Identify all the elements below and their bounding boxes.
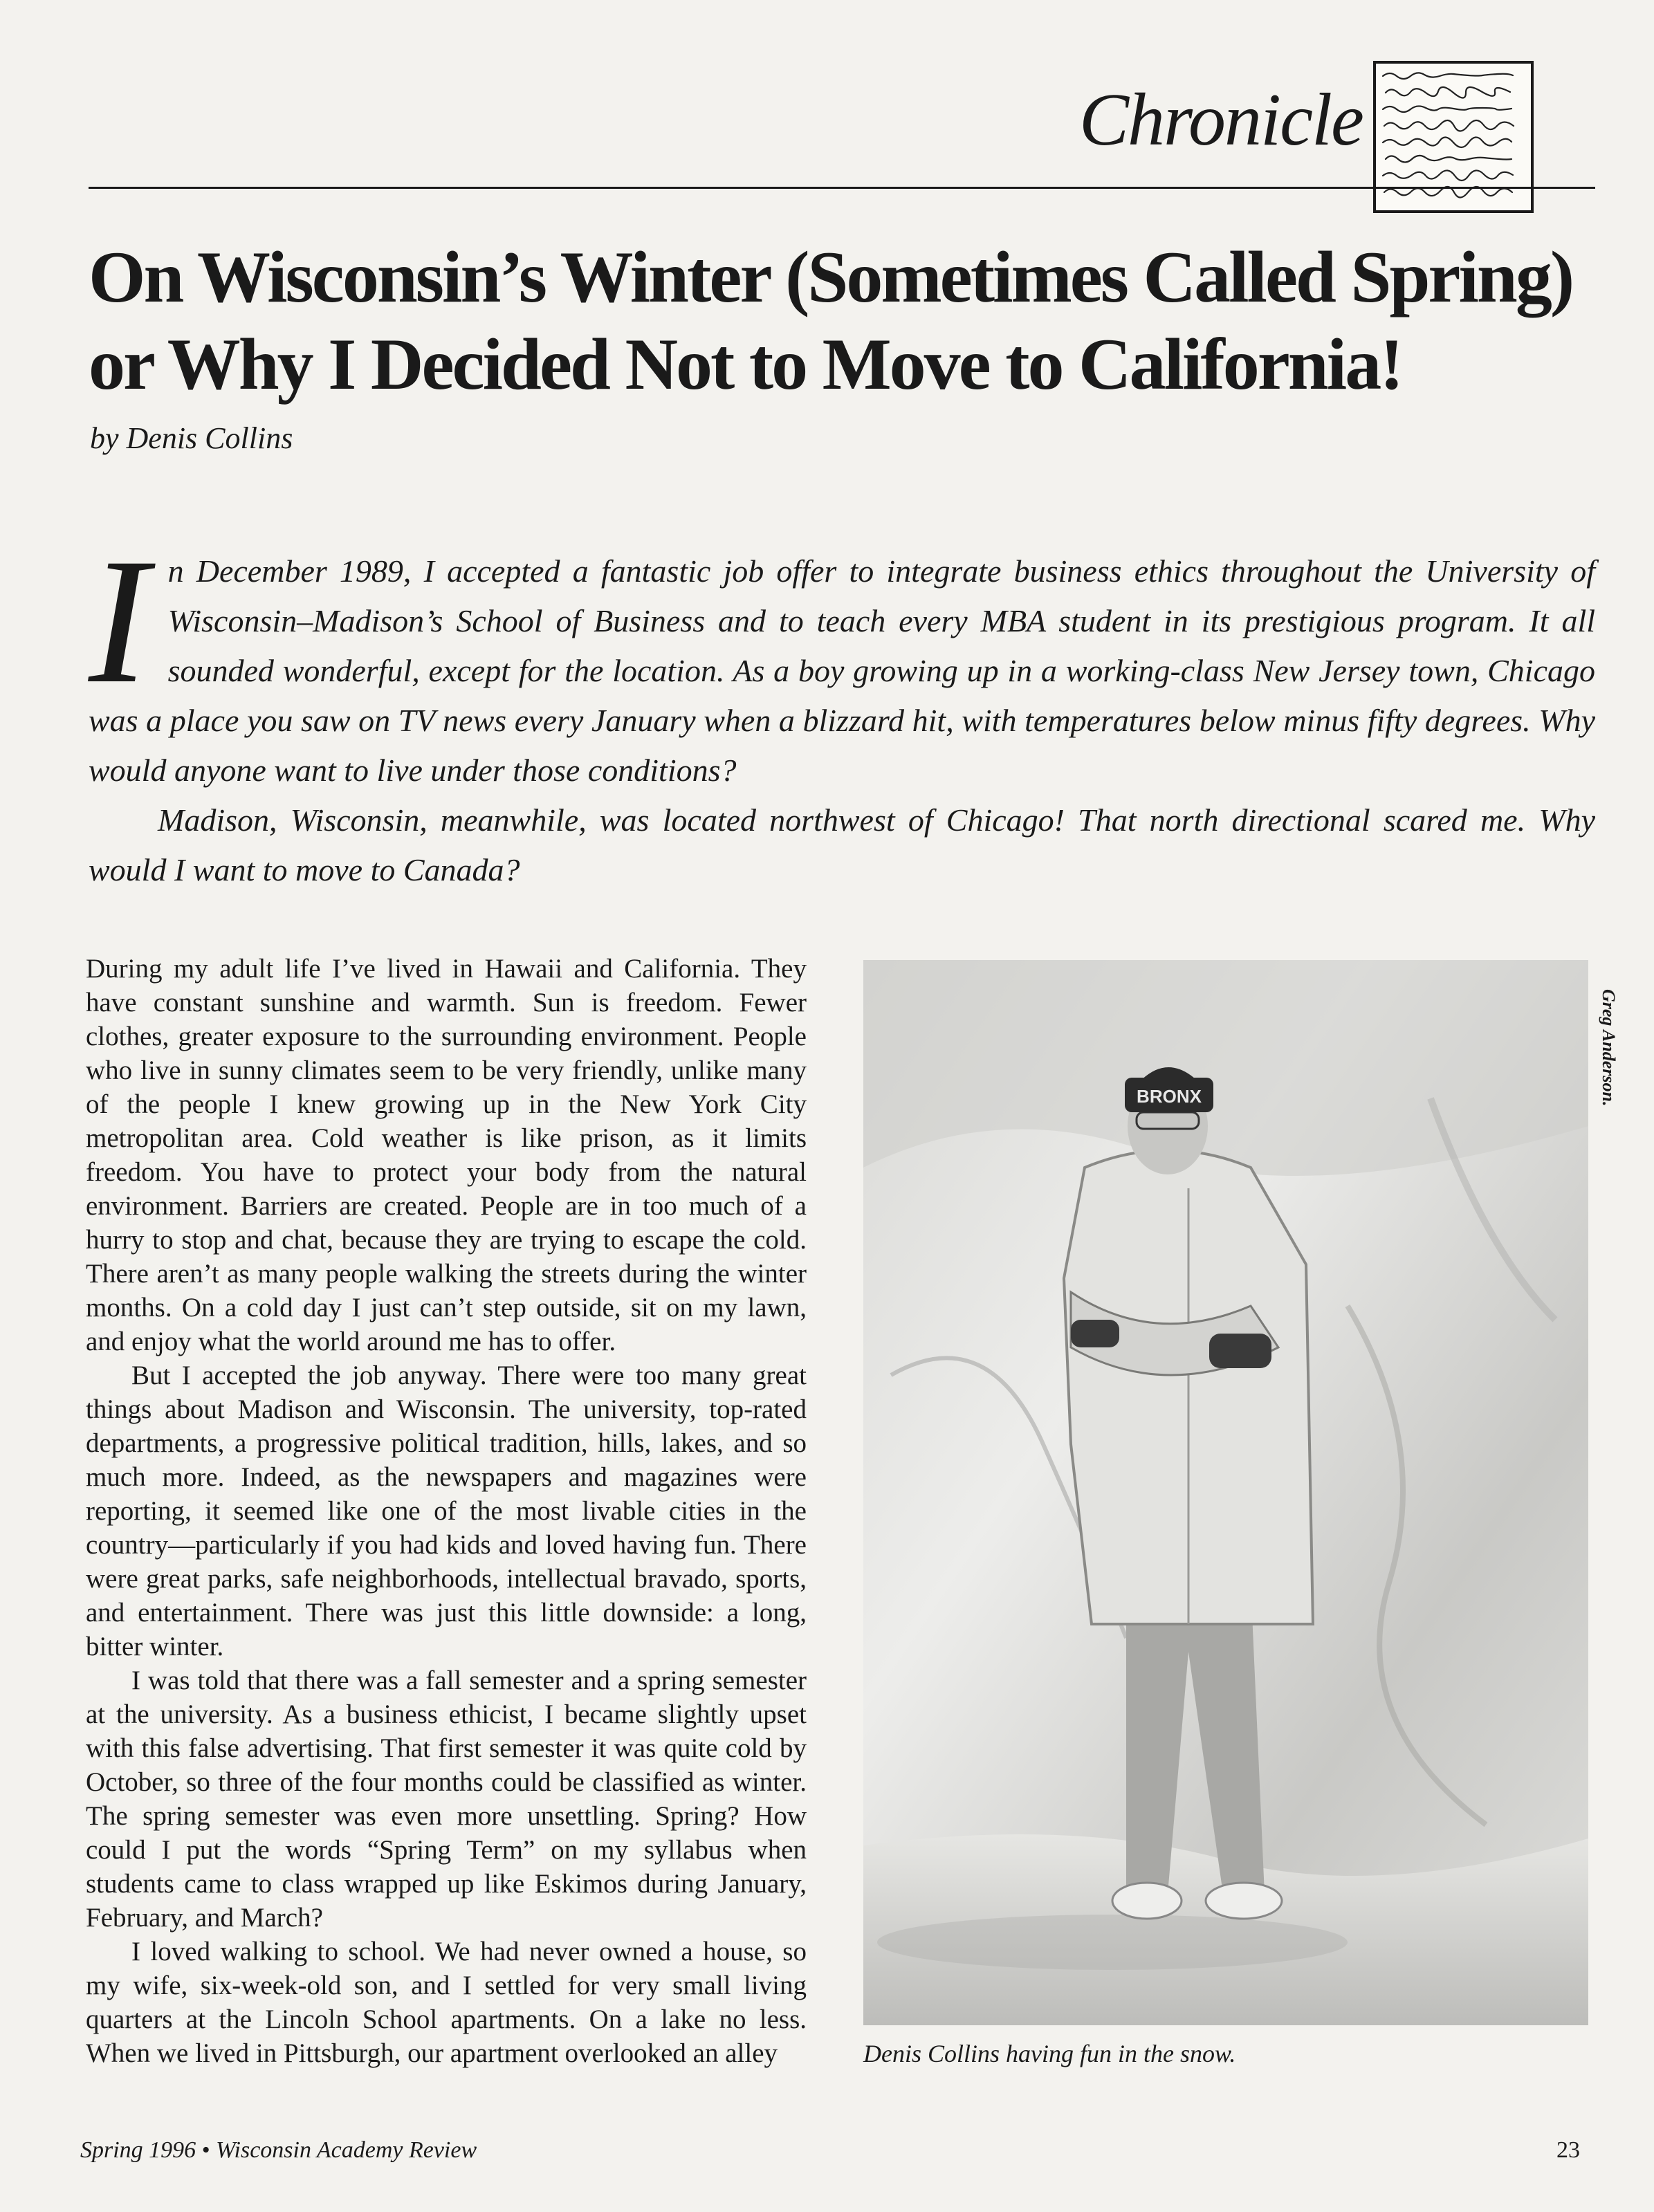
- body-paragraph: I was told that there was a fall semester and a spring semester at the university. As a business ethicist, I became slightly upset with this false advertising. That first semester it was quite cold by October, so three of the four months could be classified as winter. The spring semester was even more unsettling. Spring? How could I put the words “Spring Term” on my syllabus when students came to class wrapped up like Eskimos during January, February, and March?: [86, 1666, 807, 1933]
- lead-paragraph-1: [89, 522, 1595, 795]
- article-photo: [863, 960, 1588, 2025]
- lead-paragraph-1-text: n December 1989, I accepted a fantastic job offer to integrate business ethics throughout the University of Wisconsin–Madison’s School of Business and to teach every MBA student in its prestigious program. It all sounded wonderful, except for the location. As a boy growing up in a working-class New Jersey town, Chicago was a place you saw on TV news every January when a blizzard hit, with temperatures below minus fifty degrees. Why would anyone want to live under those conditions?: [89, 553, 1595, 788]
- handwritten-letter-icon: [1373, 61, 1534, 213]
- article-title: On Wisconsin’s Winter (Sometimes Called Spring) or Why I Decided Not to Move to California!: [89, 237, 1573, 405]
- footer-issue-date: Spring 1996: [80, 2137, 196, 2163]
- footer-issue: [80, 2137, 477, 2164]
- body-paragraph: But I accepted the job anyway. There were too many great things about Madison and Wisconsin. The university, top-rated departments, a progressive political tradition, hills, lakes, and so much more. Indeed, as the newspapers and magazines were reporting, it seemed like one of the most livable cities in the country—particularly if you had kids and loved having fun. There were great parks, safe neighborhoods, intellectual bravado, sports, and entertainment. There was just this little downside: a long, bitter winter.: [86, 1361, 807, 1661]
- snow-portrait-image: [863, 960, 1588, 2025]
- lead-paragraph-2: Madison, Wisconsin, meanwhile, was located northwest of Chicago! That north directional scared me. Why would I want to move to Canada?: [89, 802, 1595, 887]
- hat-label: BRONX: [1137, 1086, 1202, 1107]
- section-label: Chronicle: [1079, 79, 1363, 161]
- body-paragraph: During my adult life I’ve lived in Hawaii and California. They have constant sunshine and warmth. Sun is freedom. Fewer clothes, greater exposure to the surrounding environment. People who live in sunny climates seem to be very friendly, unlike many of the people I knew growing up in the New York City metropolitan area. Cold weather is like prison, as it limits freedom. You have to protect your body from the natural environment. Barriers are created. People are in too much of a hurry to stop and chat, because they are trying to escape the cold. There aren’t as many people walking the streets during the winter months. On a cold day I just can’t step outside, sit on my lawn, and enjoy what the world around me has to offer.: [86, 954, 807, 1356]
- article-byline: by Denis Collins: [90, 421, 293, 455]
- footer-bullet: •: [201, 2137, 210, 2163]
- body-paragraph: I loved walking to school. We had never owned a house, so my wife, six-week-old son, and I settled for very small living quarters at the Lincoln School apartments. On a lake no less. When we lived in Pittsburgh, our apartment overlooked an alley: [86, 1937, 807, 2068]
- drop-cap: I: [89, 522, 149, 721]
- article-body: [86, 952, 807, 2070]
- article-lead: [89, 522, 1595, 895]
- header-rule: [89, 187, 1595, 189]
- photo-credit: Greg Anderson.: [1599, 989, 1619, 1107]
- page-number: 23: [1556, 2137, 1580, 2163]
- photo-caption: Denis Collins having fun in the snow.: [863, 2040, 1236, 2067]
- footer-publication: Wisconsin Academy Review: [216, 2137, 477, 2163]
